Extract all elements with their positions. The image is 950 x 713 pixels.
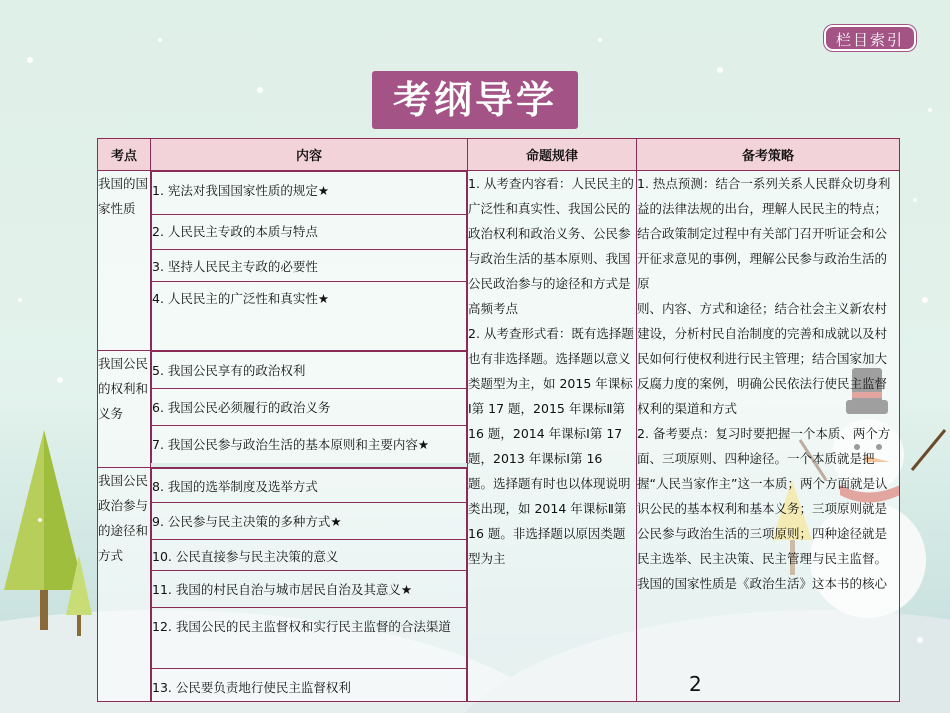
- content-group: [151, 171, 468, 351]
- header-rules: 命题规律: [468, 139, 637, 171]
- header-topic: 考点: [98, 139, 151, 171]
- topic-cell: 我国公民政治参与的途径和方式: [98, 468, 151, 702]
- content-item: 2. 人民民主专政的本质与特点: [152, 215, 467, 250]
- content-item: 11. 我国的村民自治与城市居民自治及其意义★: [152, 571, 467, 608]
- header-content: 内容: [151, 139, 468, 171]
- content-item: 9. 公民参与民主决策的多种方式★: [152, 503, 467, 540]
- content-item: 12. 我国公民的民主监督权和实行民主监督的合法渠道: [152, 608, 467, 669]
- section-title: 考纲导学: [372, 71, 578, 129]
- syllabus-table: [97, 138, 900, 702]
- content-group: [151, 351, 468, 468]
- topic-cell: 我国公民的权利和义务: [98, 351, 151, 468]
- content-item: 8. 我国的选举制度及选举方式: [152, 469, 467, 503]
- content-item: 5. 我国公民享有的政治权利: [152, 352, 467, 389]
- content-item: 13. 公民要负责地行使民主监督权利: [152, 669, 467, 702]
- strategy-text: 1. 热点预测：结合一系列关系人民群众切身利益的法律法规的出台，理解人民民主的特点；结合政策制定过程中有关部门召开听证会和公开征求意见的事例，理解公民参与政治生活的原 则、内容、方式和途径；结合社会主义新农村建设，分析村民自治制度的完善和成就以及村民如何行使权利进行民主管理；结合国家加大反腐力度的案例，明确公民依法行使民主监督权利的渠道和方式 2. 备考要点：复习时要把握一个本质、两个方面、三项原则、四种途径。一个本质就是把握“人民当家作主”这一本质；两个方面就是认识公民的基本权利和基本义务；三项原则就是公民参与政治生活的三项原则；四种途径就是民主选举、民主决策、民主管理与民主监督。我国的国家性质是《政治生活》这本书的核心: [637, 176, 891, 591]
- rules-text: 1. 从考查内容看：人民民主的广泛性和真实性、我国公民的政治权利和政治义务、公民参与政治生活的基本原则、我国公民政治参与的途径和方式是高频考点 2. 从考查形式看：既有选择题也有非选择题。选择题以意义类题型为主，如 2015 年课标Ⅰ第 17 题，2015 年课标Ⅱ第 16 题，2014 年课标Ⅰ第 17 题，2013 年课标Ⅰ第 16 题。选择题有时也以体现说明类出现，如 2014 年课标Ⅱ第 16 题。非选择题以原因类题型为主: [468, 176, 634, 566]
- content-item: 4. 人民民主的广泛性和真实性★: [152, 282, 467, 351]
- strategy-cell: [637, 171, 900, 702]
- topic-cell: 我国的国家性质: [98, 171, 151, 351]
- content-item: 7. 我国公民参与政治生活的基本原则和主要内容★: [152, 426, 467, 464]
- content-group: [151, 468, 468, 702]
- page-number: 2: [689, 672, 702, 696]
- content-item: 6. 我国公民必须履行的政治义务: [152, 389, 467, 426]
- rules-cell: [468, 171, 637, 702]
- table-header-row: [98, 139, 900, 171]
- content-item: 3. 坚持人民民主专政的必要性: [152, 250, 467, 282]
- content-item: 1. 宪法对我国国家性质的规定★: [152, 172, 467, 215]
- content-item: 10. 公民直接参与民主决策的意义: [152, 540, 467, 571]
- header-strategy: 备考策略: [637, 139, 900, 171]
- column-index-button[interactable]: 栏目索引: [824, 25, 916, 51]
